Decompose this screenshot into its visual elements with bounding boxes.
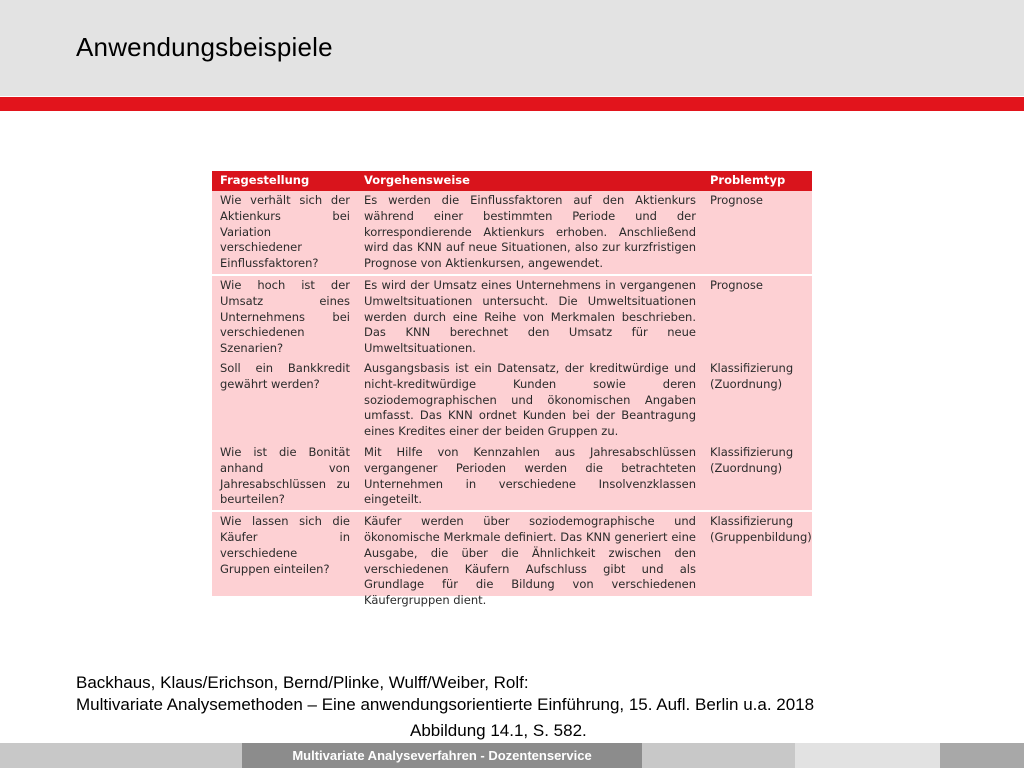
question-cell: Wie hoch ist der Umsatz eines Unternehmens bei verschiedenen Szenarien?	[212, 275, 356, 359]
approach-cell: Käufer werden über soziodemographische und ökonomische Merkmale definiert. Das KNN generiert eine Ausgabe, die über die Ähnlichkeit zwischen den verschiedenen Käufern Aufschluss gibt und als Grundlage für die Bildung von verschiedenen Käufergruppen dient.	[356, 511, 702, 611]
approach-cell: Es werden die Einflussfaktoren auf den Aktienkurs während einer bestimmten Periode und der korrespondierende Aktienkurs erhoben. Anschließend wird das KNN auf neue Situationen, also zur kurzfristigen Prognose von Aktienkursen, angewendet.	[364, 193, 696, 271]
footer-segment	[795, 743, 940, 768]
application-examples-table-image	[212, 171, 812, 608]
approach-cell: Mit Hilfe von Kennzahlen aus Jahresabschlüssen vergangener Perioden werden die betrachteten Unternehmen in verschiedene Insolvenzklassen eingeteilt.	[364, 445, 696, 507]
footer-segment	[940, 743, 1024, 768]
citation-figure-reference: Abbildung 14.1, S. 582.	[410, 721, 587, 740]
slide-header	[0, 0, 1024, 96]
approach-cell: Ausgangsbasis ist ein Datensatz, der kreditwürdige und nicht-kreditwürdige Kunden sowie deren soziodemographischen und ökonomischen Angaben umfasst. Das KNN ordnet Kunden bei der Beantragung eines Kredites einer der beiden Gruppen zu.	[364, 361, 696, 439]
accent-bar	[0, 97, 1024, 111]
table-row	[212, 191, 812, 275]
problem-type-cell: Klassifizierung (Zuordnung)	[710, 361, 794, 391]
citation-authors: Backhaus, Klaus/Erichson, Bernd/Plinke, Wulff/Weiber, Rolf:	[76, 673, 529, 692]
question-cell: Wie ist die Bonität anhand von Jahresabschlüssen zu beurteilen?	[220, 445, 350, 507]
footer-segment	[642, 743, 795, 768]
table-row	[212, 443, 812, 511]
footer-course-title: Multivariate Analyseverfahren - Dozentenservice	[292, 748, 592, 763]
question-cell: Soll ein Bankkredit gewährt werden?	[220, 361, 350, 391]
slide-footer	[0, 743, 1024, 768]
approach-cell: Es wird der Umsatz eines Unternehmens in vergangenen Umweltsituationen untersucht. Die Umweltsituationen werden durch eine Reihe von Merkmalen beschrieben. Das KNN berechnet den Umsatz für neue Umweltsituationen.	[356, 275, 702, 359]
question-cell: Wie lassen sich die Käufer in verschiedene Gruppen einteilen?	[212, 511, 356, 611]
problem-type-cell: Prognose	[702, 275, 812, 359]
header-vorgehensweise: Vorgehensweise	[356, 171, 702, 191]
header-fragestellung: Fragestellung	[212, 171, 356, 191]
table-row	[212, 275, 812, 359]
problem-type-cell: Klassifizierung (Gruppenbildung)	[702, 511, 812, 611]
table-header-row	[212, 171, 812, 191]
slide-title: Anwendungsbeispiele	[76, 32, 333, 62]
header-problemtyp: Problemtyp	[702, 171, 812, 191]
citation-book-title: Multivariate Analysemethoden – Eine anwendungsorientierte Einführung, 15. Aufl. Berlin u.a. 2018	[76, 695, 815, 714]
table-row	[212, 359, 812, 443]
problem-type-cell: Klassifizierung (Zuordnung)	[710, 445, 794, 475]
source-citation	[76, 672, 976, 740]
footer-segment	[0, 743, 242, 768]
table-row	[212, 511, 812, 611]
problem-type-cell: Prognose	[710, 193, 763, 207]
application-examples-table	[212, 171, 812, 611]
question-cell: Wie verhält sich der Aktienkurs bei Variation verschiedener Einflussfaktoren?	[220, 193, 350, 271]
